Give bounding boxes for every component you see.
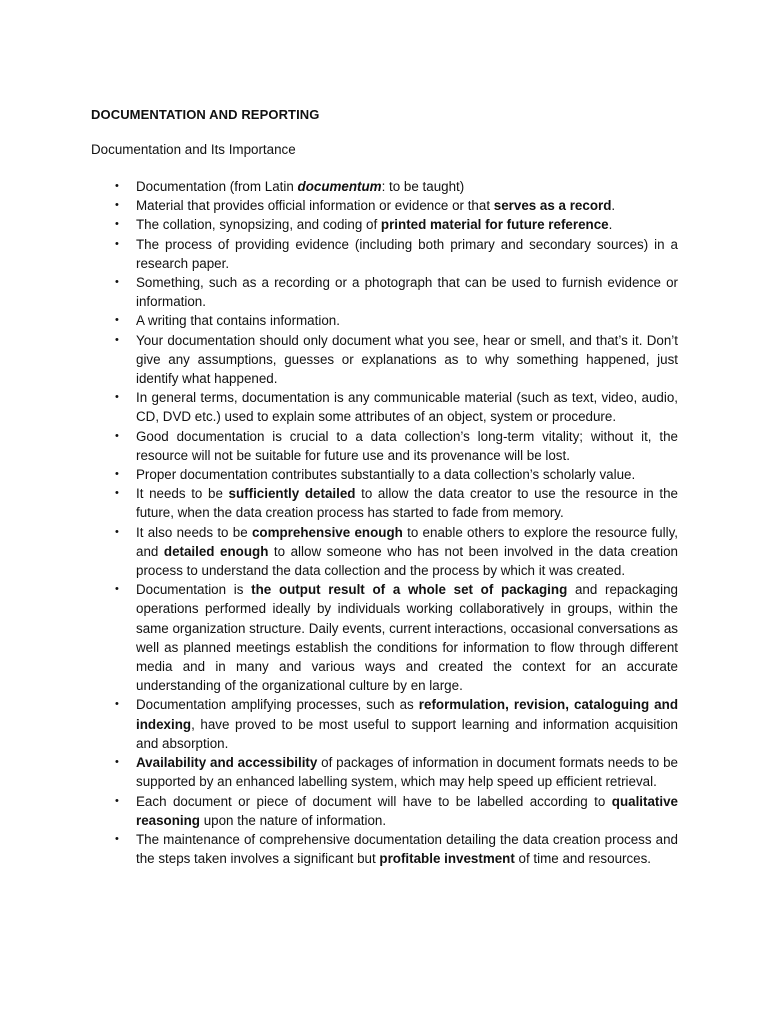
list-item-text: Documentation is the output result of a whole set of packaging and repackaging operations performed ideally by individuals working collaboratively in groups, within the same organization structure. Daily events, current interactions, occasional conversations as well as planned meetings establish the conditions for information to flow through different media and in many and various ways and created the context for an accurate understanding of the organizational culture by en large. [136, 582, 678, 694]
bullet-marker: • [115, 314, 119, 327]
bullet-marker: • [115, 429, 119, 442]
list-item-text: Documentation amplifying processes, such as reformulation, revision, cataloguing and indexing, have proved to be most useful to support learning and information acquisition and absorption. [136, 697, 678, 751]
bullet-marker: • [115, 698, 119, 711]
list-item [91, 792, 678, 830]
bullet-list [91, 177, 678, 868]
list-item [91, 753, 678, 791]
list-item-text: Material that provides official information or evidence or that serves as a record. [136, 198, 616, 214]
list-item-text: Good documentation is crucial to a data collection’s long-term vitality; without it, the resource will not be suitable for future use and its provenance will be lost. [136, 428, 678, 463]
list-item [91, 235, 678, 273]
bullet-marker: • [115, 794, 119, 807]
bullet-marker: • [115, 276, 119, 289]
bullet-marker: • [115, 218, 119, 231]
list-item-text: Documentation (from Latin documentum: to be taught) [136, 179, 465, 194]
bullet-marker: • [115, 391, 119, 404]
list-item [91, 331, 678, 389]
list-item-text: Each document or piece of document will have to be labelled according to qualitative reasoning upon the nature of information. [136, 793, 678, 828]
bullet-marker: • [115, 180, 119, 192]
list-item [91, 695, 678, 753]
list-item [91, 177, 678, 196]
list-item [91, 465, 678, 484]
bullet-marker: • [115, 333, 119, 346]
list-item [91, 311, 678, 330]
list-item-text: It needs to be sufficiently detailed to allow the data creator to use the resource in the future, when the data creation process has started to fade from memory. [136, 486, 679, 521]
list-item [91, 273, 678, 311]
list-item-text: It also needs to be comprehensive enough to enable others to explore the resource fully, and detailed enough to allow someone who has not been involved in the data creation process to understand the data collection and the process by which it was created. [136, 524, 679, 579]
page-title: DOCUMENTATION AND REPORTING [91, 107, 320, 122]
bullet-marker: • [115, 468, 119, 481]
section-heading: Documentation and Its Importance [91, 142, 296, 157]
bullet-marker: • [115, 237, 119, 250]
bullet-marker: • [115, 487, 119, 500]
bullet-marker: • [115, 832, 119, 845]
list-item [91, 830, 678, 868]
list-item-text: The process of providing evidence (including both primary and secondary sources) in a research paper. [136, 236, 678, 271]
list-item-text: In general terms, documentation is any communicable material (such as text, video, audio, CD, DVD etc.) used to explain some attributes of an object, system or procedure. [136, 390, 678, 425]
list-item-text: The maintenance of comprehensive documentation detailing the data creation process and the steps taken involves a significant but profitable investment of time and resources. [136, 831, 678, 867]
bullet-marker: • [115, 199, 119, 212]
list-item-text: The collation, synopsizing, and coding of printed material for future reference. [136, 217, 613, 233]
list-item-text: Proper documentation contributes substantially to a data collection’s scholarly value. [136, 467, 636, 483]
list-item [91, 580, 678, 695]
list-item [91, 484, 678, 522]
list-item-text: A writing that contains information. [136, 313, 340, 329]
list-item [91, 215, 678, 234]
list-item [91, 523, 678, 581]
list-item-text: Availability and accessibility of packages of information in document formats needs to be supported by an enhanced labelling system, which may help speed up efficient retrieval. [136, 755, 678, 790]
list-item [91, 388, 678, 426]
list-item [91, 427, 678, 465]
bullet-marker: • [115, 525, 119, 538]
list-item [91, 196, 678, 215]
bullet-marker: • [115, 583, 119, 596]
bullet-marker: • [115, 756, 119, 769]
list-item-text: Your documentation should only document what you see, hear or smell, and that’s it. Don’t give any assumptions, guesses or explanations as to why something happened, just identify what happened. [136, 332, 678, 387]
list-item-text: Something, such as a recording or a photograph that can be used to furnish evidence or information. [136, 275, 678, 310]
